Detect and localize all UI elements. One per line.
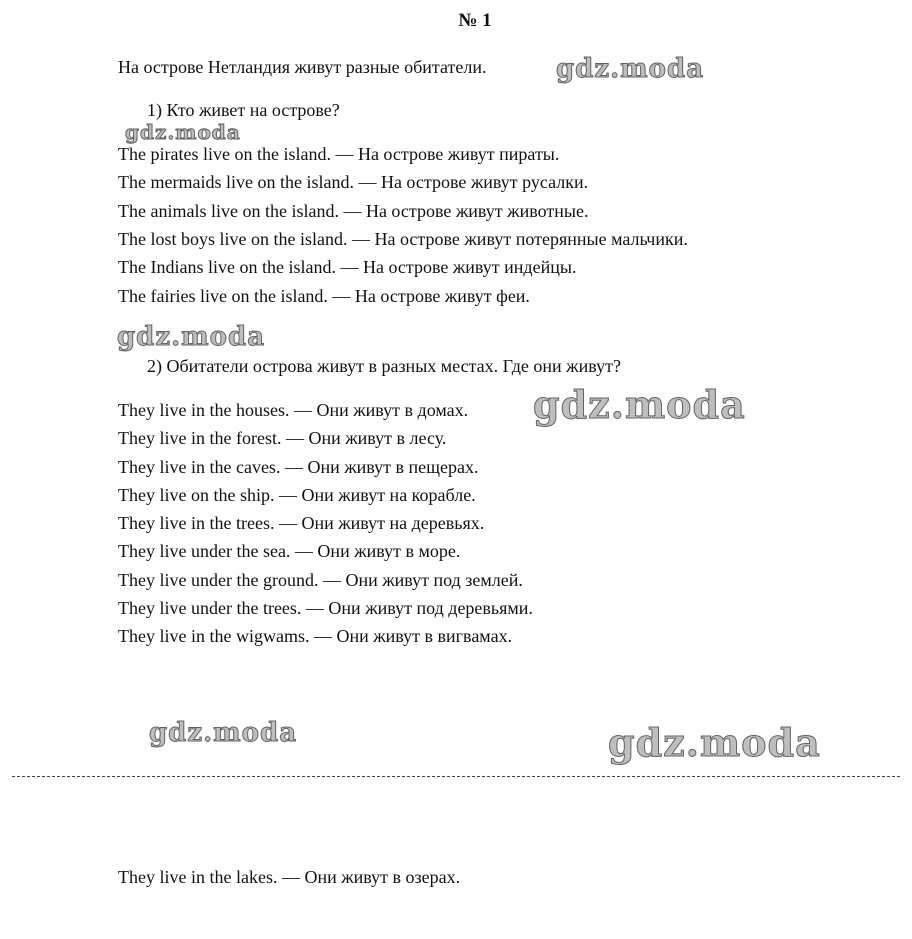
watermark-logo: gdz.moda: [117, 322, 266, 352]
answer-1-line: The fairies live on the island. — На острове живут феи.: [118, 286, 530, 306]
answer-1-line: The lost boys live on the island. — На острове живут потерянные мальчики.: [118, 229, 688, 249]
answer-2-line: They live in the forest. — Они живут в лесу.: [118, 428, 447, 448]
answer-1-line: The Indians live on the island. — На острове живут индейцы.: [118, 257, 577, 277]
watermark-logo: gdz.moda: [533, 382, 746, 427]
intro-text: На острове Нетландия живут разные обитатели.: [118, 57, 487, 77]
watermark-logo: gdz.moda: [556, 54, 705, 84]
watermark-logo: gdz.moda: [608, 720, 821, 765]
answer-2-line: They live in the houses. — Они живут в домах.: [118, 400, 469, 420]
answer-2-line: They live on the ship. — Они живут на корабле.: [118, 485, 476, 505]
footer-answer-line: They live in the lakes. — Они живут в озерах.: [118, 867, 461, 887]
answer-2-line: They live under the sea. — Они живут в море.: [118, 541, 461, 561]
watermark-logo: gdz.moda: [125, 120, 241, 144]
watermark-logo: gdz.moda: [149, 718, 298, 748]
answer-1-line: The mermaids live on the island. — На острове живут русалки.: [118, 172, 589, 192]
question-2-heading: 2) Обитатели острова живут в разных местах. Где они живут?: [147, 356, 621, 376]
answer-1-line: The animals live on the island. — На острове живут животные.: [118, 201, 589, 221]
answer-2-line: They live in the wigwams. — Они живут в вигвамах.: [118, 626, 513, 646]
question-1-heading: 1) Кто живет на острове?: [147, 100, 340, 120]
answer-2-line: They live under the ground. — Они живут под землей.: [118, 570, 523, 590]
answer-2-line: They live in the trees. — Они живут на деревьях.: [118, 513, 485, 533]
page-divider: [12, 776, 900, 777]
answer-2-line: They live in the caves. — Они живут в пещерах.: [118, 457, 479, 477]
answer-2-line: They live under the trees. — Они живут под деревьями.: [118, 598, 533, 618]
answer-1-line: The pirates live on the island. — На острове живут пираты.: [118, 144, 560, 164]
exercise-number: № 1: [458, 10, 492, 31]
